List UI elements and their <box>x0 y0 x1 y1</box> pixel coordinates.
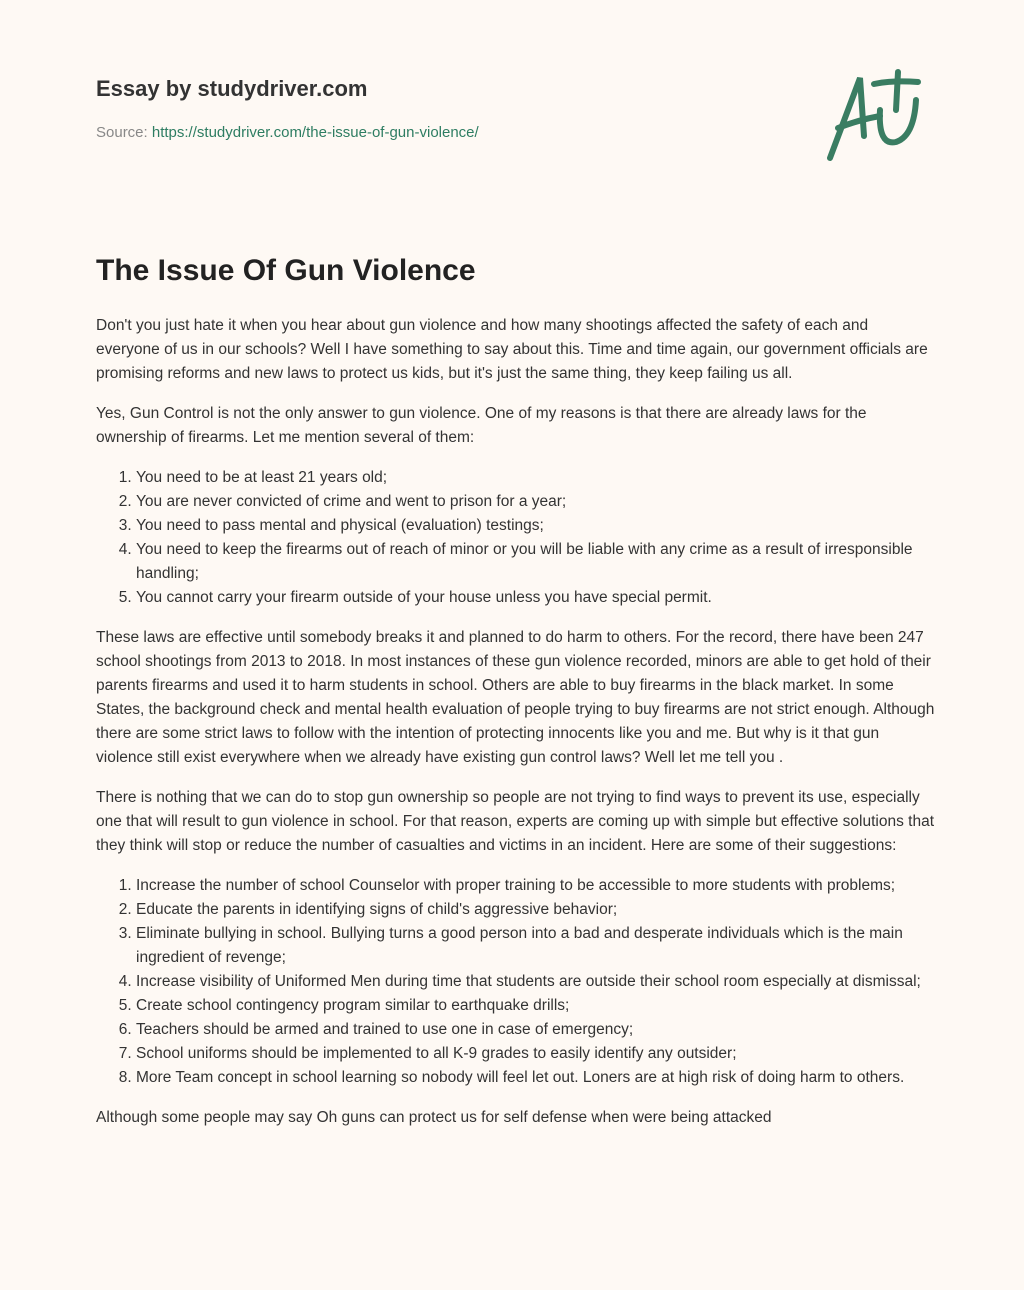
a-plus-logo-icon <box>818 66 928 166</box>
list-item: 1. You need to be at least 21 years old; <box>136 466 936 490</box>
list-item: 3. Eliminate bullying in school. Bullying turns a good person into a bad and desperate individuals which is the main ingredient of revenge; <box>136 922 936 970</box>
list-item: 7. School uniforms should be implemented to all K-9 grades to easily identify any outsider; <box>136 1042 936 1066</box>
gun-laws-list <box>96 466 936 610</box>
list-item: 1. Increase the number of school Counselor with proper training to be accessible to more students with problems; <box>136 874 936 898</box>
list-item: 2. You are never convicted of crime and went to prison for a year; <box>136 490 936 514</box>
list-item: 4. Increase visibility of Uniformed Men during time that students are outside their school room especially at dismissal; <box>136 970 936 994</box>
source-line <box>96 124 479 141</box>
suggestions-list <box>96 874 936 1090</box>
paragraph: There is nothing that we can do to stop gun ownership so people are not trying to find ways to prevent its use, especially one that will result to gun violence in school. For that reason, experts are coming up with simple but effective solutions that they think will stop or reduce the number of casualties and victims in an incident. Here are some of their suggestions: <box>96 789 935 854</box>
list-item: 6. Teachers should be armed and trained to use one in case of emergency; <box>136 1018 936 1042</box>
list-item: 5. Create school contingency program similar to earthquake drills; <box>136 994 936 1018</box>
paragraph: Although some people may say Oh guns can protect us for self defense when were being attacked <box>96 1109 772 1126</box>
paragraph: These laws are effective until somebody breaks it and planned to do harm to others. For the record, there have been 247 school shootings from 2013 to 2018. In most instances of these gun violence recorded, minors are able to get hold of their parents firearms and used it to harm students in school. Others are able to buy firearms in the black market. In some States, the background check and mental health evaluation of people trying to buy firearms are not strict enough. Although there are some strict laws to follow with the intention of protecting innocents like you and me. But why is it that gun violence still exist everywhere when we already have existing gun control laws? Well let me tell you . <box>96 629 935 766</box>
essay-body <box>96 314 936 1146</box>
list-item: 5. You cannot carry your firearm outside of your house unless you have special permit. <box>136 586 936 610</box>
essay-title: The Issue Of Gun Violence <box>96 254 476 287</box>
list-item: 2. Educate the parents in identifying signs of child's aggressive behavior; <box>136 898 936 922</box>
list-item: 4. You need to keep the firearms out of reach of minor or you will be liable with any crime as a result of irresponsible handling; <box>136 538 936 586</box>
source-link[interactable]: https://studydriver.com/the-issue-of-gun-violence/ <box>151 124 479 141</box>
paragraph: Yes, Gun Control is not the only answer to gun violence. One of my reasons is that there are already laws for the ownership of firearms. Let me mention several of them: <box>96 405 867 446</box>
paragraph: Don't you just hate it when you hear about gun violence and how many shootings affected the safety of each and everyone of us in our schools? Well I have something to say about this. Time and time again, our government officials are promising reforms and new laws to protect us kids, but it's just the same thing, they keep failing us all. <box>96 317 928 382</box>
site-brand: Essay by studydriver.com <box>96 76 368 101</box>
source-label: Source: <box>96 124 148 141</box>
list-item: 8. More Team concept in school learning so nobody will feel let out. Loners are at high risk of doing harm to others. <box>136 1066 936 1090</box>
list-item: 3. You need to pass mental and physical (evaluation) testings; <box>136 514 936 538</box>
